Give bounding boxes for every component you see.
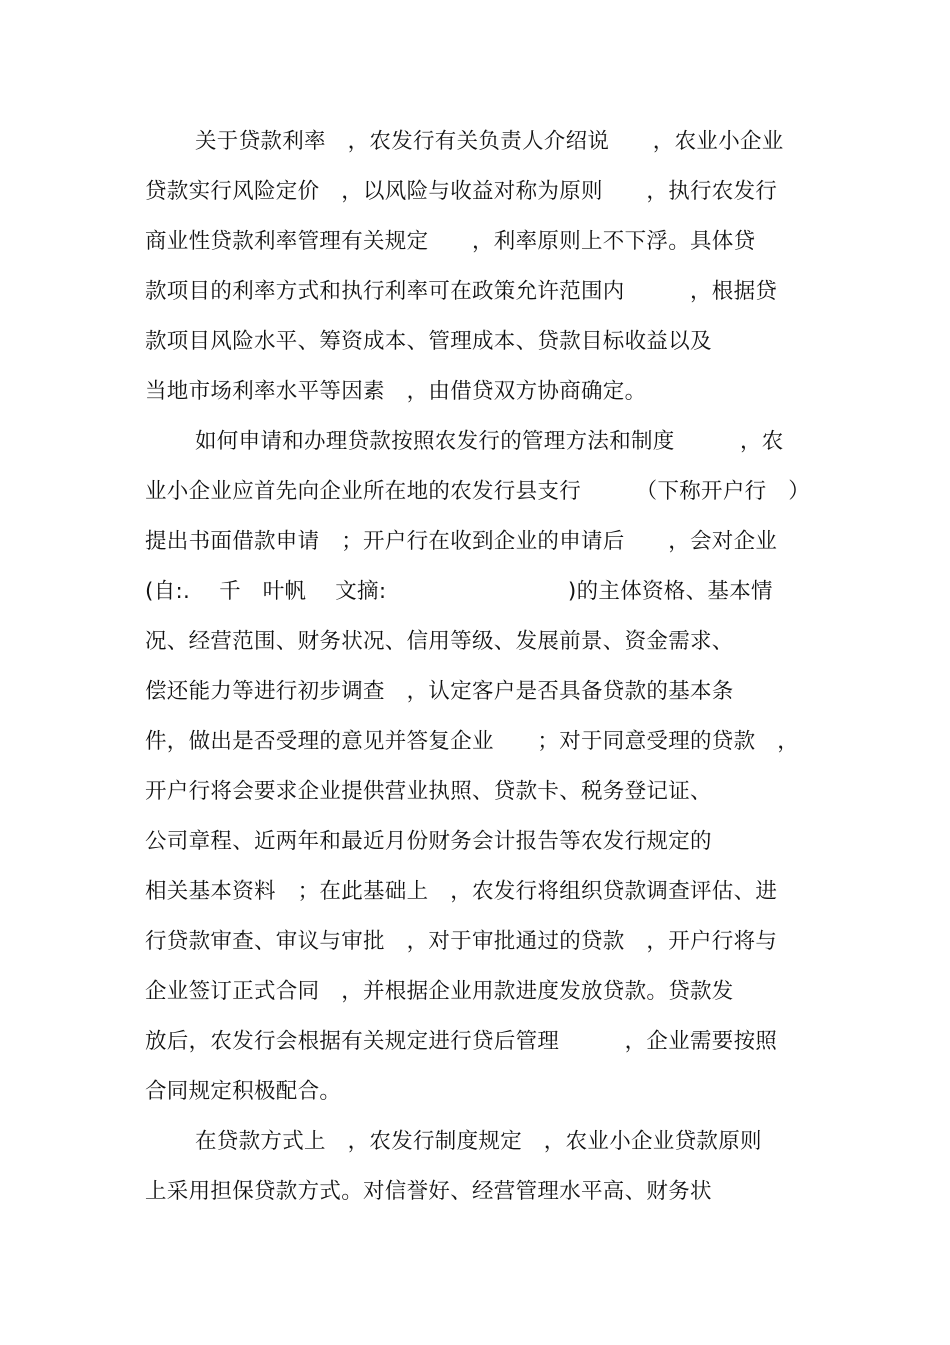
paragraph-1-line-5: 款项目风险水平、筹资成本、管理成本、贷款目标收益以及 bbox=[145, 329, 712, 354]
paragraph-2-line-9: 公司章程、近两年和最近月份财务会计报告等农发行规定的 bbox=[145, 829, 712, 854]
paragraph-2-line-5: 况、经营范围、财务状况、信用等级、发展前景、资金需求、 bbox=[145, 629, 734, 654]
paragraph-3-line-1: 在贷款方式上 ，农发行制度规定 ，农业小企业贷款原则 bbox=[195, 1129, 762, 1154]
paragraph-2-line-12: 企业签订正式合同 ，并根据企业用款进度发放贷款。贷款发 bbox=[145, 979, 734, 1004]
paragraph-2-line-6: 偿还能力等进行初步调查 ，认定客户是否具备贷款的基本条 bbox=[145, 679, 734, 704]
paragraph-2-line-11: 行贷款审查、审议与审批 ，对于审批通过的贷款 ，开户行将与 bbox=[145, 929, 778, 954]
paragraph-1-line-4: 款项目的利率方式和执行利率可在政策允许范围内 ，根据贷 bbox=[145, 279, 778, 304]
paragraph-2-line-4: (自:. 千 叶帆 文摘: )的主体资格、基本情 bbox=[145, 579, 773, 604]
paragraph-2-line-14: 合同规定积极配合。 bbox=[145, 1079, 342, 1104]
paragraph-2-line-10: 相关基本资料 ；在此基础上 ，农发行将组织贷款调查评估、进 bbox=[145, 879, 778, 904]
paragraph-2-line-2: 业小企业应首先向企业所在地的农发行县支行 （下称开户行 ） bbox=[145, 479, 811, 504]
paragraph-2-line-1: 如何申请和办理贷款按照农发行的管理方法和制度 ，农 bbox=[195, 429, 784, 454]
paragraph-1-line-3: 商业性贷款利率管理有关规定 ，利率原则上不下浮。具体贷 bbox=[145, 229, 756, 254]
paragraph-2-line-13: 放后，农发行会根据有关规定进行贷后管理 ，企业需要按照 bbox=[145, 1029, 778, 1054]
paragraph-2-line-3: 提出书面借款申请 ；开户行在收到企业的申请后 ，会对企业 bbox=[145, 529, 778, 554]
paragraph-2-line-7: 件，做出是否受理的意见并答复企业 ；对于同意受理的贷款 ， bbox=[145, 729, 800, 754]
paragraph-3-line-2: 上采用担保贷款方式。对信誉好、经营管理水平高、财务状 bbox=[145, 1179, 712, 1204]
paragraph-1-line-1: 关于贷款利率 ，农发行有关负责人介绍说 ，农业小企业 bbox=[195, 129, 784, 154]
paragraph-1-line-6: 当地市场利率水平等因素 ，由借贷双方协商确定。 bbox=[145, 379, 647, 404]
paragraph-1-line-2: 贷款实行风险定价 ，以风险与收益对称为原则 ，执行农发行 bbox=[145, 179, 778, 204]
paragraph-2-line-8: 开户行将会要求企业提供营业执照、贷款卡、税务登记证、 bbox=[145, 779, 712, 804]
